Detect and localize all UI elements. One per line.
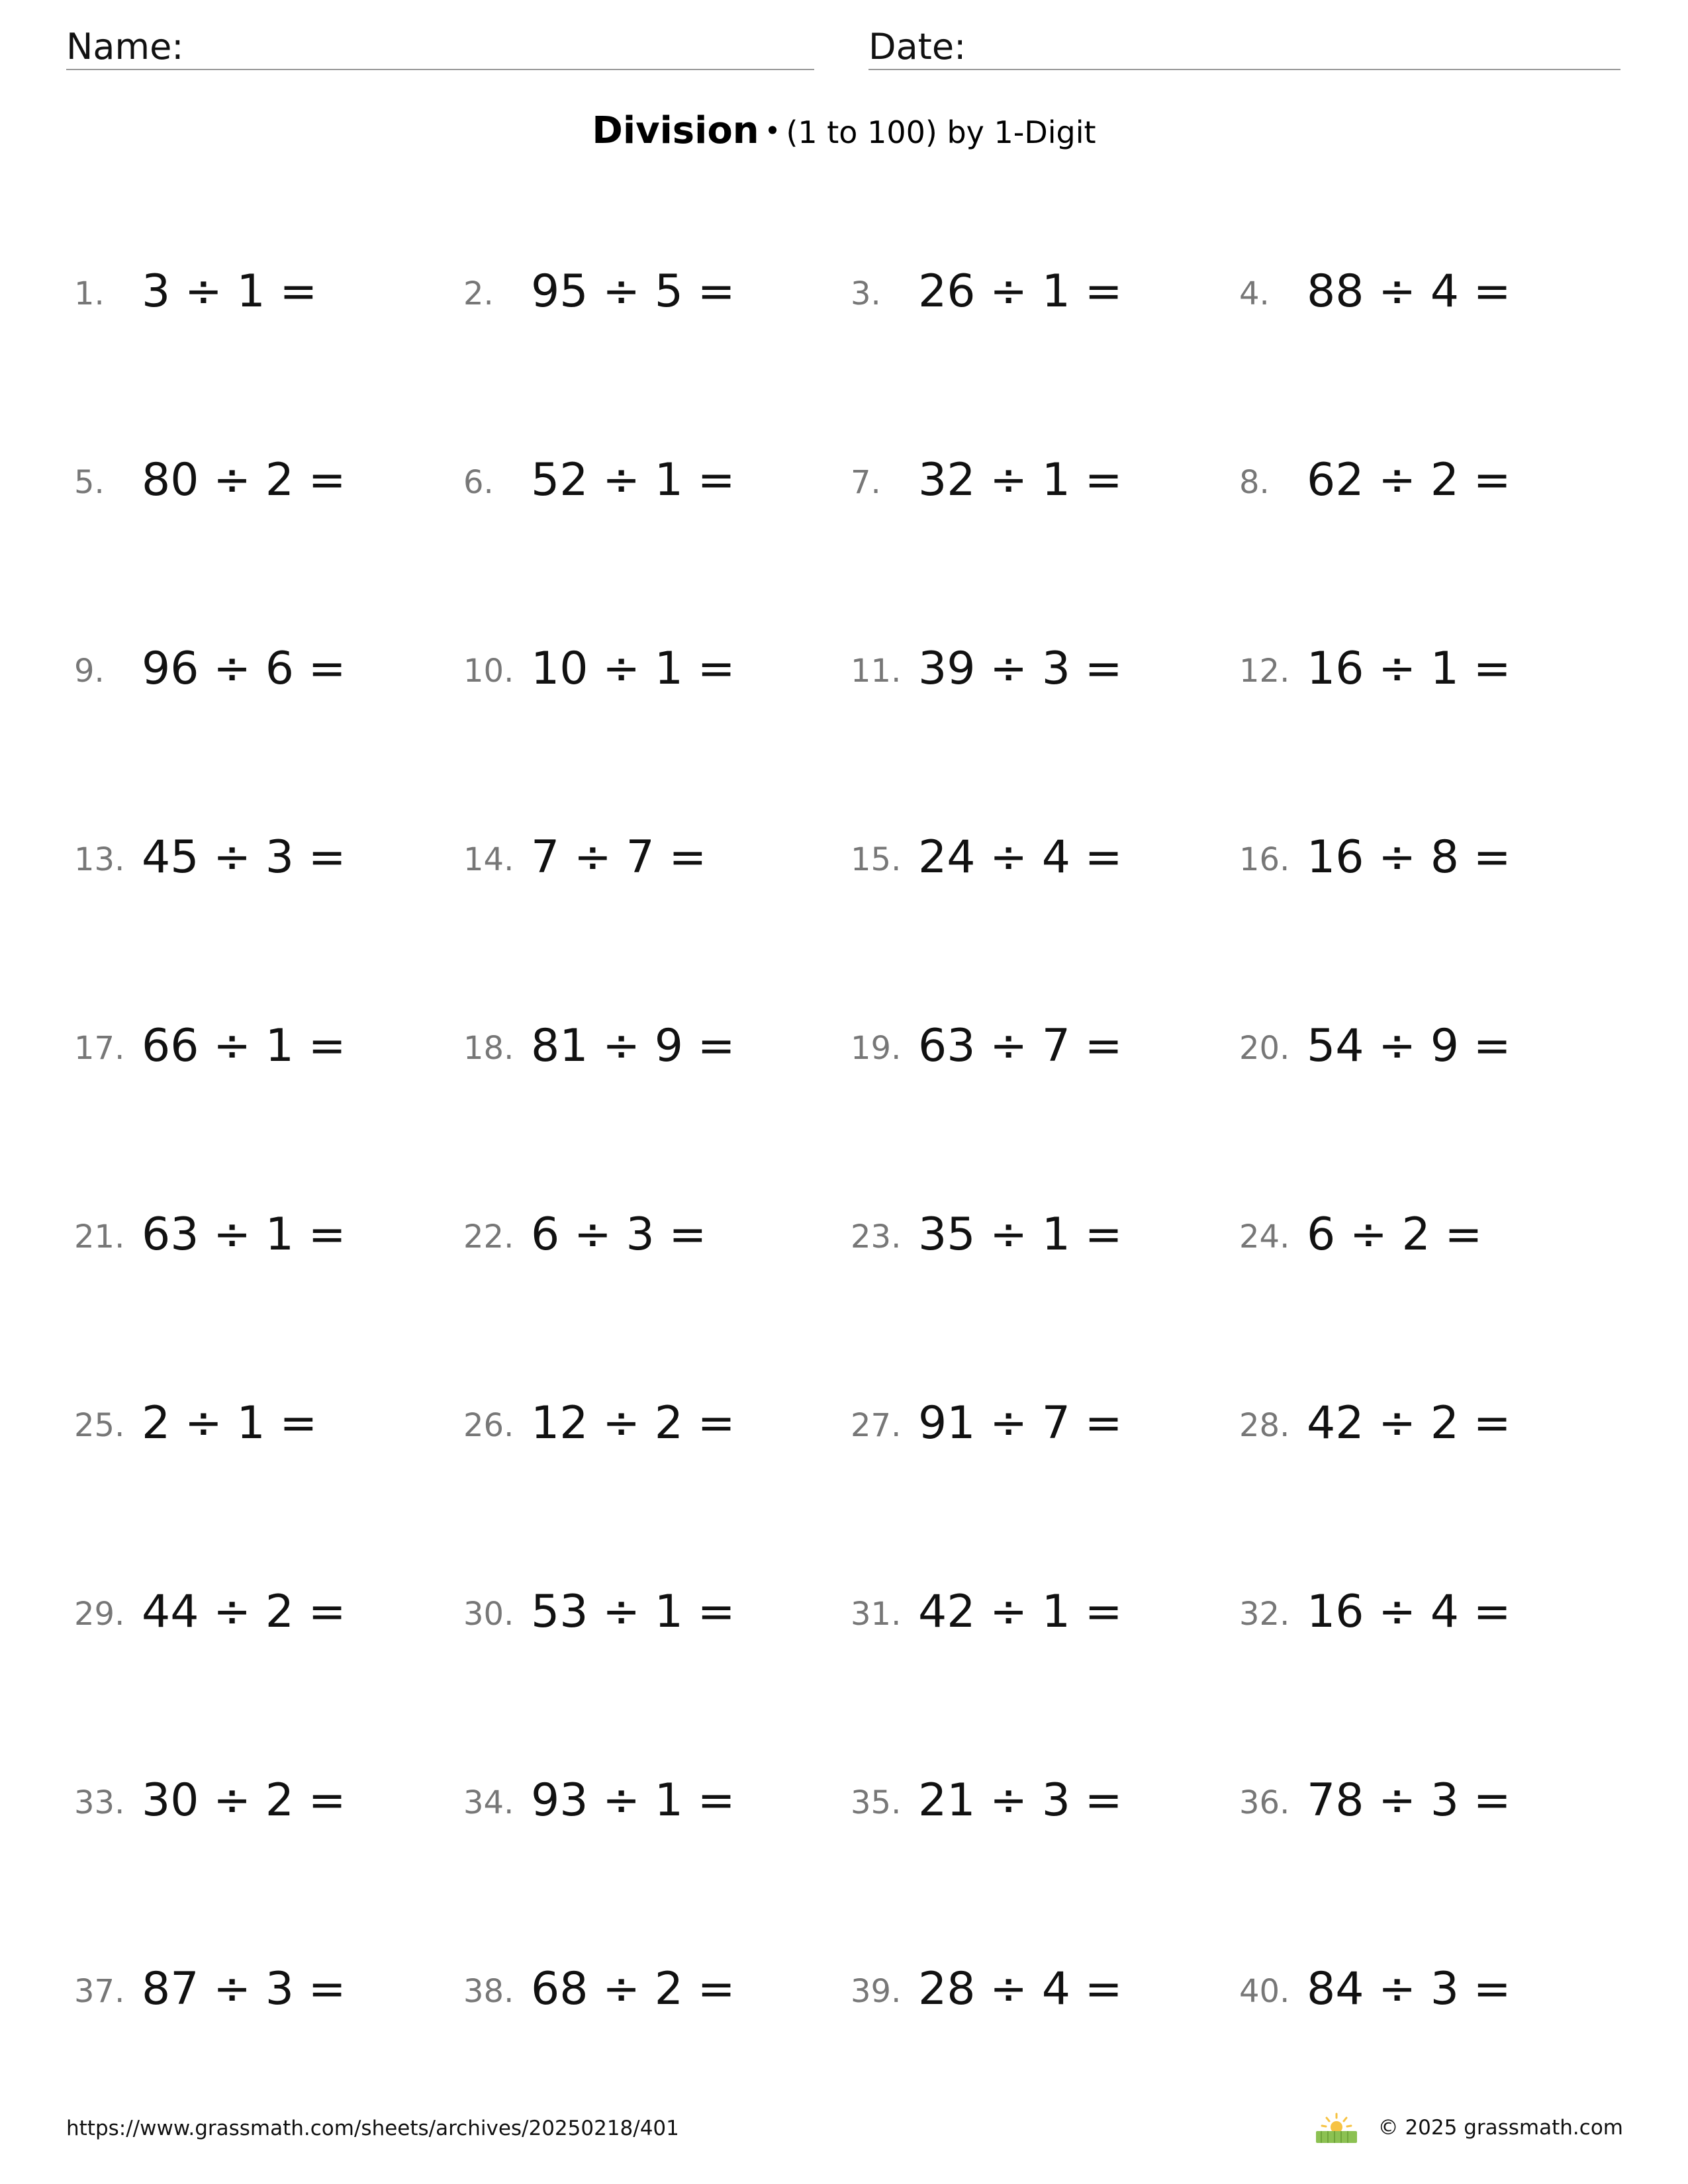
problem-number: 40. (1239, 1973, 1290, 2010)
problem-number: 13. (74, 841, 125, 878)
problem-number: 3. (851, 275, 881, 312)
problem-expression: 44 ÷ 2 = (142, 1586, 346, 1638)
footer-brand (1313, 2110, 1623, 2146)
problem-expression: 12 ÷ 2 = (531, 1397, 735, 1449)
problem-number: 11. (851, 653, 902, 690)
problem-number: 12. (1239, 653, 1290, 690)
footer-url-link[interactable]: https://www.grassmath.com/sheets/archives/20250218/401 (66, 2116, 679, 2140)
problem-row (0, 1569, 1688, 1758)
problem-number: 9. (74, 653, 105, 690)
name-field[interactable] (66, 25, 814, 70)
problem-expression: 45 ÷ 3 = (142, 831, 346, 884)
problem-expression: 2 ÷ 1 = (142, 1397, 318, 1449)
problem-number: 16. (1239, 841, 1290, 878)
problem-expression: 24 ÷ 4 = (918, 831, 1123, 884)
problem-expression: 42 ÷ 2 = (1307, 1397, 1511, 1449)
problem-number: 2. (463, 275, 494, 312)
date-label: Date: (868, 26, 966, 68)
problem-expression: 10 ÷ 1 = (531, 643, 735, 695)
problem-number: 18. (463, 1030, 514, 1067)
name-label: Name: (66, 26, 184, 68)
problem-number: 23. (851, 1218, 902, 1255)
problem-expression: 16 ÷ 8 = (1307, 831, 1511, 884)
problem-number: 20. (1239, 1030, 1290, 1067)
problem-row (0, 1946, 1688, 2135)
problem-expression: 6 ÷ 3 = (531, 1208, 707, 1261)
problem-expression: 63 ÷ 7 = (918, 1020, 1123, 1072)
problem-expression: 16 ÷ 1 = (1307, 643, 1511, 695)
problem-number: 4. (1239, 275, 1270, 312)
problem-row (0, 815, 1688, 1003)
problem-expression: 78 ÷ 3 = (1307, 1774, 1511, 1827)
problem-expression: 95 ÷ 5 = (531, 265, 735, 318)
problem-row (0, 1003, 1688, 1192)
grass-sun-logo-icon (1313, 2111, 1360, 2144)
problem-expression: 91 ÷ 7 = (918, 1397, 1123, 1449)
problem-number: 22. (463, 1218, 514, 1255)
problem-number: 24. (1239, 1218, 1290, 1255)
problem-expression: 63 ÷ 1 = (142, 1208, 346, 1261)
problem-expression: 6 ÷ 2 = (1307, 1208, 1483, 1261)
title-separator: • (764, 114, 781, 147)
problem-number: 21. (74, 1218, 125, 1255)
problem-expression: 62 ÷ 2 = (1307, 454, 1511, 506)
title-main: Division (592, 109, 759, 152)
problem-row (0, 437, 1688, 626)
problem-expression: 54 ÷ 9 = (1307, 1020, 1511, 1072)
problem-number: 31. (851, 1596, 902, 1633)
problem-number: 30. (463, 1596, 514, 1633)
problem-number: 35. (851, 1784, 902, 1821)
problem-expression: 87 ÷ 3 = (142, 1963, 346, 2015)
problem-number: 1. (74, 275, 105, 312)
copyright-text: © 2025 grassmath.com (1378, 2116, 1623, 2140)
problem-expression: 53 ÷ 1 = (531, 1586, 735, 1638)
problem-expression: 30 ÷ 2 = (142, 1774, 346, 1827)
problem-number: 14. (463, 841, 514, 878)
problem-expression: 52 ÷ 1 = (531, 454, 735, 506)
problem-number: 29. (74, 1596, 125, 1633)
problem-expression: 80 ÷ 2 = (142, 454, 346, 506)
problem-row (0, 1192, 1688, 1381)
problem-expression: 81 ÷ 9 = (531, 1020, 735, 1072)
problem-number: 27. (851, 1407, 902, 1444)
problem-grid (0, 249, 1688, 2135)
problem-expression: 16 ÷ 4 = (1307, 1586, 1511, 1638)
problem-number: 32. (1239, 1596, 1290, 1633)
title-subtitle: (1 to 100) by 1-Digit (786, 114, 1096, 150)
problem-row (0, 626, 1688, 815)
problem-number: 33. (74, 1784, 125, 1821)
date-field[interactable] (868, 25, 1620, 70)
problem-number: 28. (1239, 1407, 1290, 1444)
problem-expression: 68 ÷ 2 = (531, 1963, 735, 2015)
problem-expression: 7 ÷ 7 = (531, 831, 707, 884)
problem-expression: 21 ÷ 3 = (918, 1774, 1123, 1827)
problem-expression: 93 ÷ 1 = (531, 1774, 735, 1827)
problem-number: 38. (463, 1973, 514, 2010)
problem-number: 25. (74, 1407, 125, 1444)
problem-number: 26. (463, 1407, 514, 1444)
problem-number: 10. (463, 653, 514, 690)
problem-expression: 88 ÷ 4 = (1307, 265, 1511, 318)
problem-row (0, 249, 1688, 437)
problem-number: 7. (851, 464, 881, 501)
problem-expression: 26 ÷ 1 = (918, 265, 1123, 318)
problem-number: 36. (1239, 1784, 1290, 1821)
problem-number: 6. (463, 464, 494, 501)
worksheet-title (0, 105, 1688, 160)
problem-number: 8. (1239, 464, 1270, 501)
problem-expression: 32 ÷ 1 = (918, 454, 1123, 506)
problem-expression: 28 ÷ 4 = (918, 1963, 1123, 2015)
problem-number: 17. (74, 1030, 125, 1067)
problem-number: 39. (851, 1973, 902, 2010)
problem-expression: 35 ÷ 1 = (918, 1208, 1123, 1261)
problem-expression: 42 ÷ 1 = (918, 1586, 1123, 1638)
problem-expression: 66 ÷ 1 = (142, 1020, 346, 1072)
problem-number: 19. (851, 1030, 902, 1067)
problem-expression: 96 ÷ 6 = (142, 643, 346, 695)
problem-expression: 39 ÷ 3 = (918, 643, 1123, 695)
problem-number: 34. (463, 1784, 514, 1821)
problem-number: 37. (74, 1973, 125, 2010)
problem-expression: 3 ÷ 1 = (142, 265, 318, 318)
problem-row (0, 1758, 1688, 1946)
problem-number: 5. (74, 464, 105, 501)
problem-number: 15. (851, 841, 902, 878)
problem-expression: 84 ÷ 3 = (1307, 1963, 1511, 2015)
problem-row (0, 1381, 1688, 1569)
